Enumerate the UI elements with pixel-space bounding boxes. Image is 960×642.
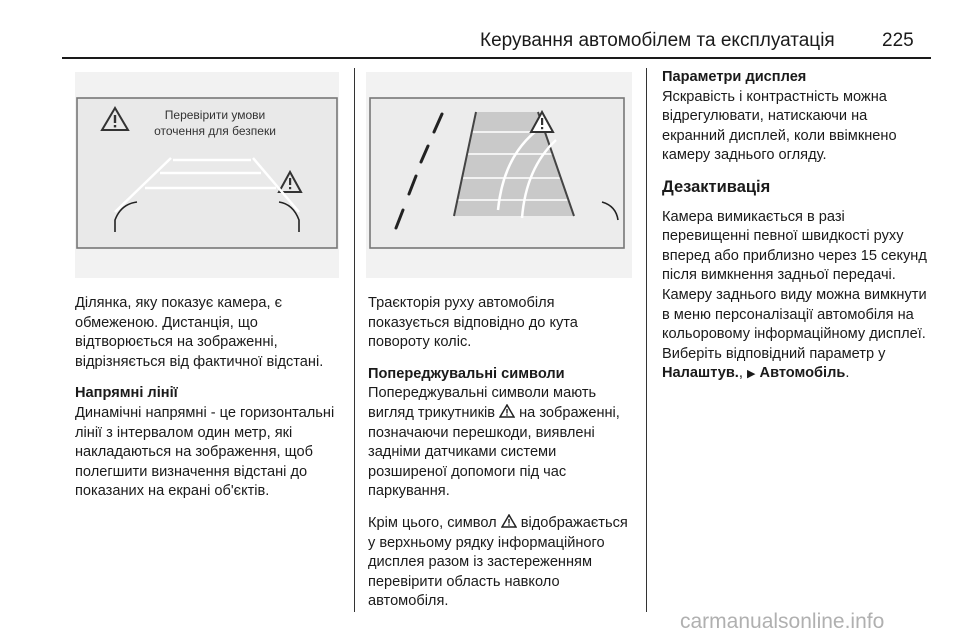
paragraph-deactivation — [662, 208, 930, 385]
sentence-end: . — [845, 365, 850, 382]
column-1 — [75, 294, 341, 514]
overlay-caption-2: оточення для безпеки — [154, 124, 276, 138]
warning-triangle-icon — [499, 404, 515, 418]
watermark: carmanualsonline.info — [680, 610, 885, 633]
paragraph-warning-b: на зображенні, позначаючи перешкоди, виявлені задніми датчиками системи розширеної допомоги під час паркування. — [368, 404, 620, 500]
paragraph-symbol-a: Крім цього, символ — [368, 514, 497, 531]
menu-vehicle-ref: Автомобіль — [759, 365, 846, 382]
overlay-caption-1: Перевірити умови — [164, 108, 266, 122]
heading-deactivation: Дезактивація — [662, 177, 771, 196]
camera-view-figure — [75, 72, 339, 278]
camera-view-illustration — [75, 72, 339, 278]
subheading-warning-symbols: Попереджувальні символи — [368, 365, 565, 382]
subheading-guide-lines: Напрямні лінії — [75, 385, 178, 402]
page-title: Керування автомобілем та експлуатація — [480, 30, 835, 51]
section-guide-lines — [75, 384, 341, 502]
paragraph-guide-lines: Динамічні напрямні - це горизонтальні лінії з інтервалом один метр, які накладаються на зображення, щоб полегшити визначення відстані до показаних на екрані об'єктів. — [75, 404, 335, 500]
column-divider-2 — [646, 68, 647, 612]
column-divider-1 — [354, 68, 355, 612]
column-3 — [662, 68, 930, 397]
subheading-display-params: Параметри дисплея — [662, 69, 807, 85]
page-header — [0, 0, 960, 62]
section-warning-symbols — [368, 365, 636, 502]
menu-separator: , — [738, 365, 743, 382]
trajectory-illustration — [366, 72, 632, 278]
menu-settings-ref: Налаштув. — [662, 365, 739, 382]
paragraph-deactivation-text: Камера вимикається в разі перевищенні певної швидкості руху вперед або приблизно через 15 секунд після вимкнення задньої передачі. Камеру заднього виду можна вимкнути в меню персоналізації автомобіля на кольоровому інформаційному дисплеї. Виберіть відповідний параметр у — [662, 208, 927, 362]
page-number: 225 — [882, 30, 914, 51]
trajectory-figure — [366, 72, 632, 278]
paragraph-symbol-top — [368, 514, 636, 612]
section-display-params — [662, 68, 930, 166]
warning-triangle-icon — [501, 514, 517, 528]
arrow-right-icon: ▶ — [747, 368, 756, 381]
paragraph-display-params: Яскравість і контрастність можна відрегулювати, натискаючи на екранний дисплей, коли ввімкнено камеру заднього огляду. — [662, 88, 897, 164]
paragraph-warning-a: Попереджувальні символи мають вигляд трикутників — [368, 385, 597, 421]
header-rule — [62, 57, 931, 59]
paragraph-trajectory: Траєкторія руху автомобіля показується відповідно до кута повороту коліс. — [368, 295, 578, 351]
paragraph-camera-range: Ділянка, яку показує камера, є обмеженою. Дистанція, що відтворюється на зображенні, відрізняється від фактичної відстані. — [75, 295, 324, 370]
paragraph-symbol-b: відображається у верхньому рядку інформаційного дисплея разом із застереженням перевірити область навколо автомобіля. — [368, 514, 628, 610]
column-2 — [368, 294, 636, 624]
